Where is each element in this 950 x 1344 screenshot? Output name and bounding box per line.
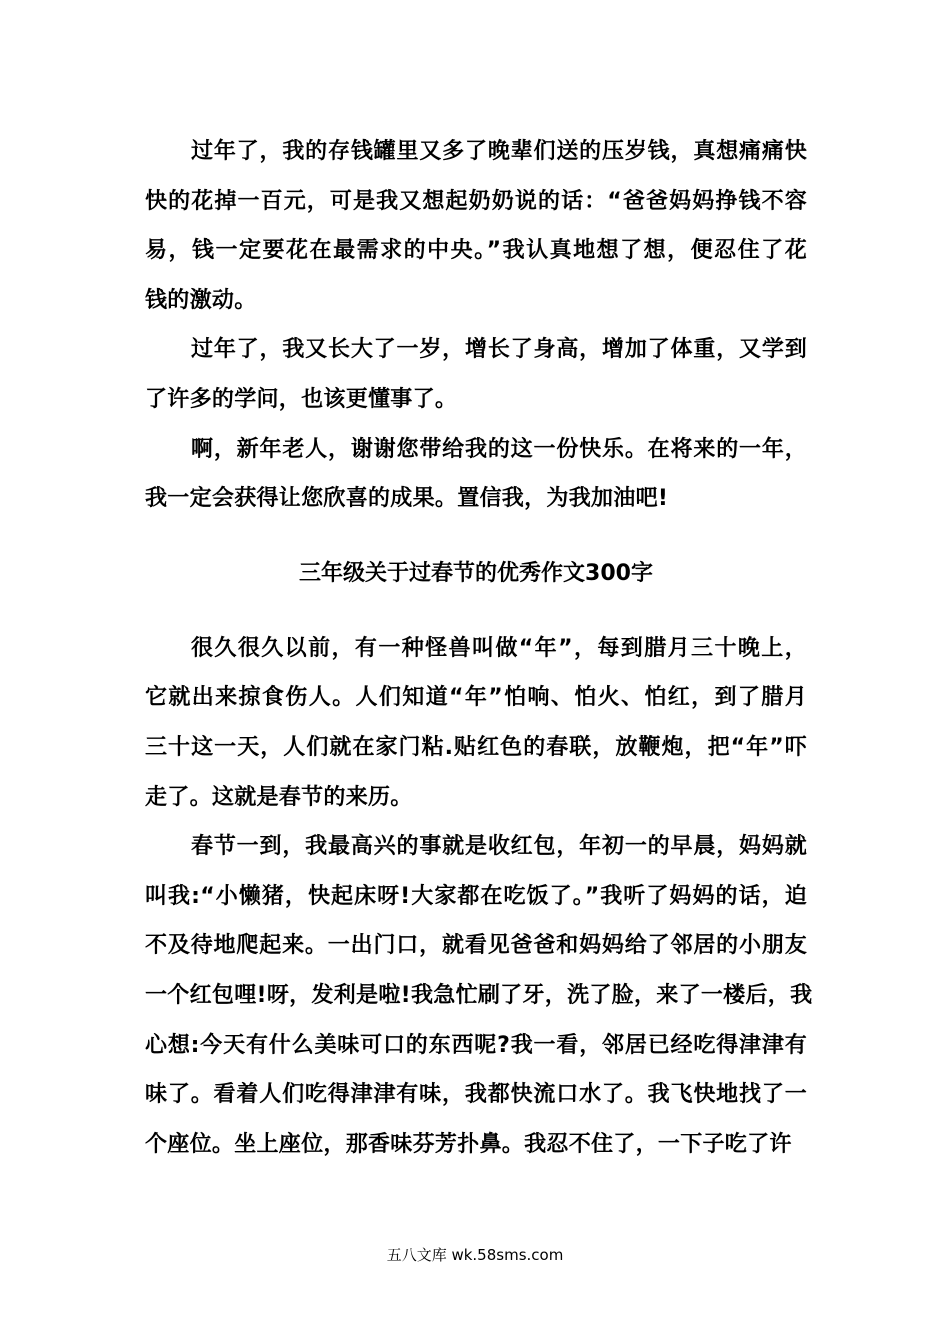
paragraph-line: 过年了，我的存钱罐里又多了晚辈们送的压岁钱，真想痛痛快 <box>191 139 807 164</box>
paragraph-line: 三十这一天，人们就在家门粘.贴红色的春联，放鞭炮，把“年”吓 <box>145 734 807 760</box>
document-body <box>145 127 813 1169</box>
paragraphs-after <box>145 624 813 1170</box>
paragraph-line: 一个红包哩!呀，发利是啦!我急忙刷了牙，洗了脸，来了一楼后，我 <box>145 982 813 1008</box>
paragraph-line: 啊，新年老人，谢谢您带给我的这一份快乐。在将来的一年， <box>191 436 807 462</box>
paragraph-line: 个座位。坐上座位，那香味芬芳扑鼻。我忍不住了，一下子吃了许 <box>145 1131 792 1157</box>
section-title-wrap <box>145 524 807 624</box>
paragraph-line: 过年了，我又长大了一岁，增长了身高，增加了体重，又学到 <box>191 337 807 363</box>
paragraph-line: 走了。这就是春节的来历。 <box>145 784 413 810</box>
paragraph-line: 叫我:“小懒猪，快起床呀!大家都在吃饭了。”我听了妈妈的话，迫 <box>145 883 807 909</box>
paragraph-line: 我一定会获得让您欣喜的成果。置信我，为我加油吧! <box>145 486 669 512</box>
paragraph-line: 心想:今天有什么美味可口的东西呢?我一看，邻居已经吃得津津有 <box>145 1032 807 1058</box>
paragraph <box>145 822 813 1169</box>
paragraph-line: 了许多的学问，也该更懂事了。 <box>145 386 458 412</box>
paragraph-line: 不及待地爬起来。一出门口，就看见爸爸和妈妈给了邻居的小朋友 <box>145 933 807 959</box>
section-title: 三年级关于过春节的优秀作文300字 <box>299 560 653 586</box>
paragraph <box>145 127 807 325</box>
paragraph-line: 它就出来掠食伤人。人们知道“年”怕响、怕火、怕红，到了腊月 <box>145 685 807 711</box>
paragraph-line: 易，钱一定要花在最需求的中央。”我认真地想了想，便忍住了花 <box>145 238 807 264</box>
paragraph-line: 很久很久以前，有一种怪兽叫做“年”，每到腊月三十晚上， <box>191 635 807 661</box>
paragraph <box>145 425 807 524</box>
paragraph-line: 味了。看着人们吃得津津有味，我都快流口水了。我飞快地找了一 <box>145 1082 807 1108</box>
page-footer: 五八文库 wk.58sms.com <box>386 1246 564 1264</box>
paragraphs-before <box>145 127 807 524</box>
paragraph <box>145 624 807 822</box>
paragraph <box>145 325 807 424</box>
paragraph-line: 快的花掉一百元，可是我又想起奶奶说的话：“爸爸妈妈挣钱不容 <box>145 188 807 214</box>
paragraph-line: 钱的激动。 <box>145 287 257 313</box>
paragraph-line: 春节一到，我最高兴的事就是收红包，年初一的早晨，妈妈就 <box>191 834 807 860</box>
